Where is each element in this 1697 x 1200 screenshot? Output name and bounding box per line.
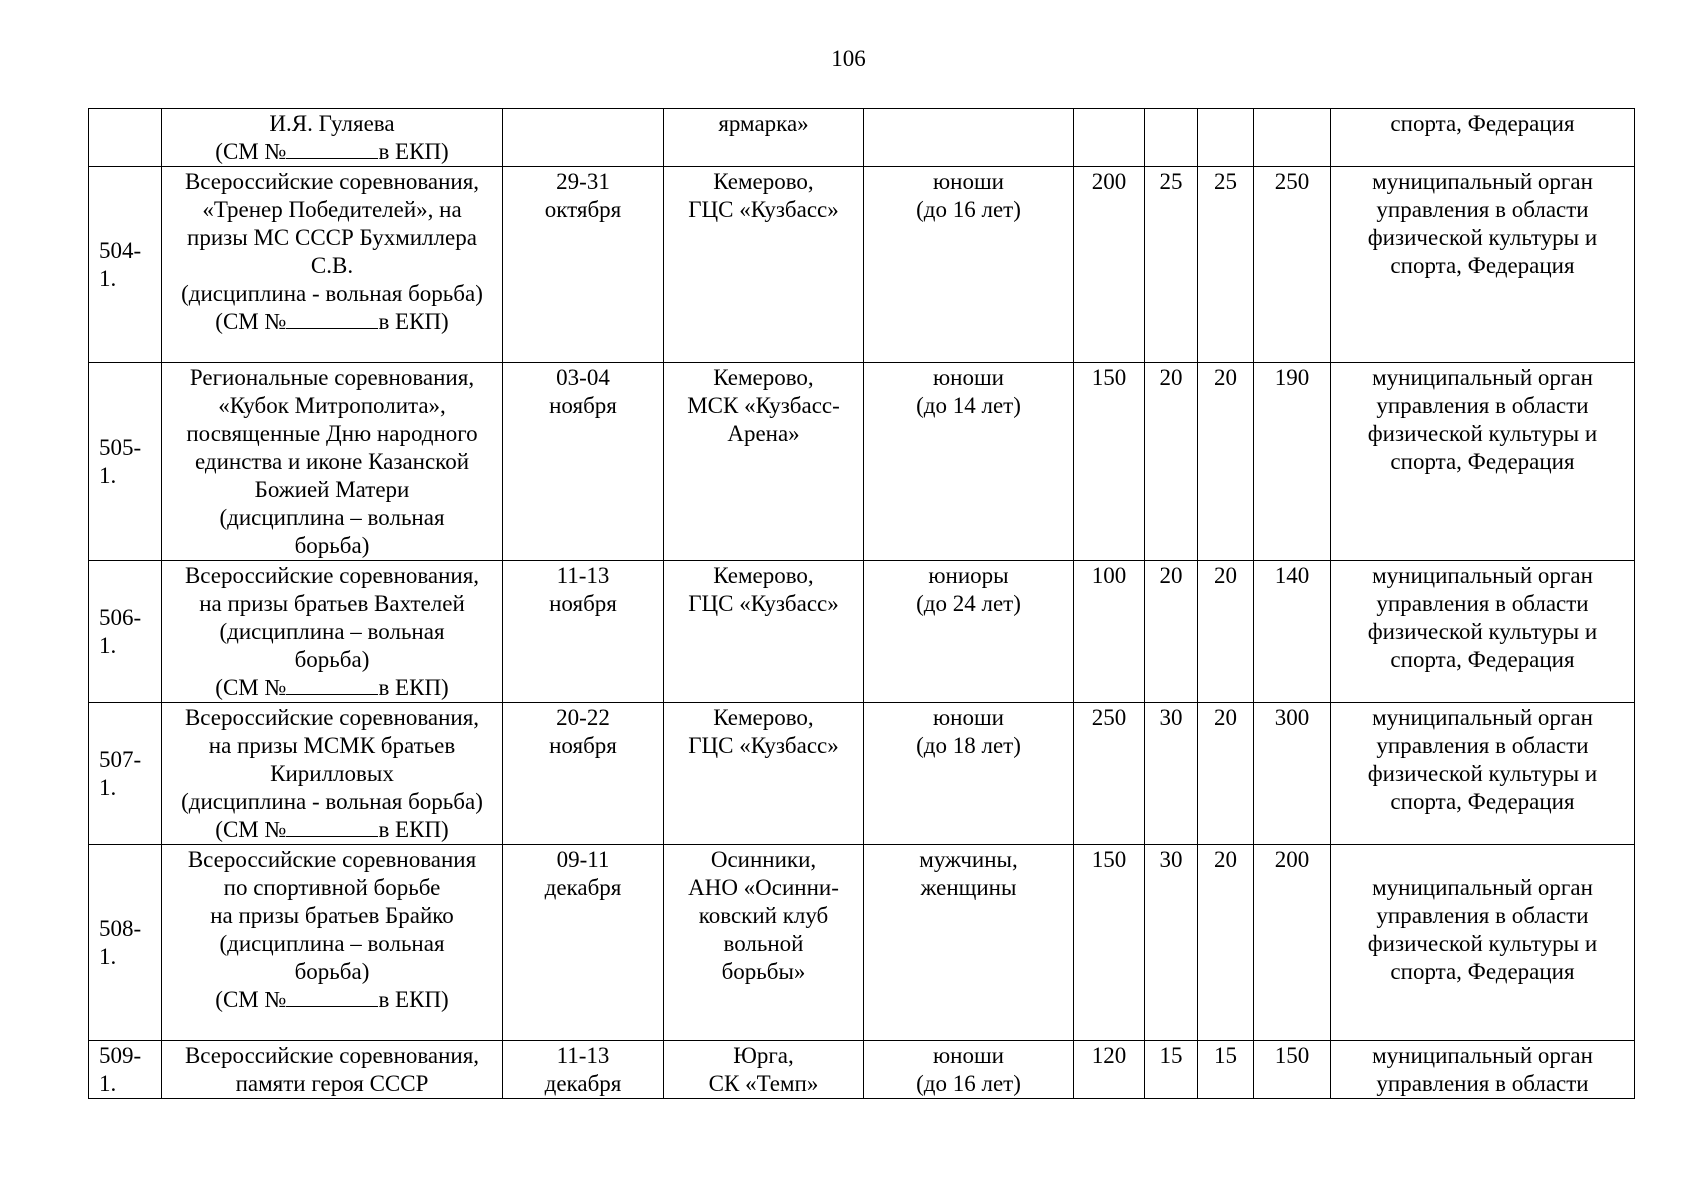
organizer-line: спорта, Федерация — [1390, 449, 1575, 474]
registry-suffix: в ЕКП) — [378, 309, 449, 334]
total-count-cell: 250 — [1254, 167, 1331, 363]
registry-number-blank — [286, 816, 378, 837]
coaches-count-cell: 25 — [1145, 167, 1198, 363]
event-name-line: по спортивной борьбе — [223, 875, 441, 900]
athletes-count-cell: 100 — [1074, 561, 1145, 703]
event-name-line: Всероссийские соревнования, — [184, 1043, 480, 1068]
event-participants-line: (до 18 лет) — [916, 733, 1021, 758]
event-number-cell — [89, 109, 162, 167]
event-dates-line: ноября — [549, 591, 617, 616]
event-number-cell: 509-1. — [89, 1041, 162, 1099]
organizer-cell — [1331, 167, 1635, 363]
event-place-line: СК «Темп» — [708, 1071, 819, 1096]
event-name-line: памяти героя СССР — [235, 1071, 429, 1096]
event-participants-line: юноши — [932, 169, 1004, 194]
event-name-line — [166, 816, 498, 844]
event-name-cell — [162, 561, 503, 703]
registry-prefix: (СМ № — [215, 139, 287, 164]
event-name-cell — [162, 167, 503, 363]
event-place-line: Кемерово, — [713, 365, 814, 390]
event-dates-line: декабря — [544, 875, 622, 900]
coaches-count-cell: 20 — [1145, 561, 1198, 703]
athletes-count-cell: 120 — [1074, 1041, 1145, 1099]
event-place-line: Арена» — [727, 421, 800, 446]
event-name-line: Всероссийские соревнования, — [184, 705, 480, 730]
organizer-line: муниципальный орган — [1372, 365, 1593, 390]
organizer-line: спорта, Федерация — [1390, 959, 1575, 984]
organizer-line: физической культуры и — [1367, 421, 1598, 446]
registry-prefix: (СМ № — [215, 817, 287, 842]
event-dates-line: 09-11 — [556, 847, 610, 872]
athletes-count-cell: 200 — [1074, 167, 1145, 363]
event-dates-line: 29-31 — [556, 169, 610, 194]
event-number-cell: 504-1. — [89, 167, 162, 363]
event-dates-line: 20-22 — [556, 705, 610, 730]
organizer-line: управления в области — [1376, 903, 1589, 928]
event-number-cell: 508-1. — [89, 845, 162, 1041]
event-name-line — [166, 674, 498, 702]
event-dates-line: декабря — [544, 1071, 622, 1096]
organizer-line: спорта, Федерация — [1390, 111, 1575, 136]
registry-number-blank — [286, 674, 378, 695]
event-name-line: (дисциплина – вольная — [219, 619, 445, 644]
event-participants-cell — [864, 167, 1074, 363]
judges-count-cell: 25 — [1198, 167, 1254, 363]
event-name-line: на призы братьев Вахтелей — [199, 591, 465, 616]
event-name-line: на призы МСМК братьев — [208, 733, 456, 758]
event-name-line — [166, 986, 498, 1014]
event-participants-line: юниоры — [928, 563, 1009, 588]
event-place-line: ярмарка» — [718, 111, 809, 136]
table-row — [89, 561, 1635, 703]
event-participants-cell — [864, 561, 1074, 703]
event-dates-line: 03-04 — [556, 365, 610, 390]
judges-count-cell — [1198, 109, 1254, 167]
event-name-line: Божией Матери — [254, 477, 410, 502]
event-name-line: (дисциплина – вольная — [219, 505, 445, 530]
registry-suffix: в ЕКП) — [378, 817, 449, 842]
organizer-line: физической культуры и — [1367, 761, 1598, 786]
organizer-cell — [1331, 845, 1635, 1041]
event-number-cell: 506-1. — [89, 561, 162, 703]
event-dates-cell — [503, 167, 664, 363]
event-place-cell — [664, 363, 864, 561]
organizer-line: управления в области — [1376, 197, 1589, 222]
organizer-line: управления в области — [1376, 393, 1589, 418]
event-place-cell — [664, 167, 864, 363]
event-name-line: борьба) — [294, 533, 370, 558]
coaches-count-cell: 20 — [1145, 363, 1198, 561]
organizer-line: физической культуры и — [1367, 931, 1598, 956]
event-place-line: вольной — [723, 931, 804, 956]
event-name-line: Региональные соревнования, — [189, 365, 475, 390]
organizer-cell — [1331, 703, 1635, 845]
event-name-cell — [162, 109, 503, 167]
events-table-body — [89, 109, 1635, 1099]
organizer-line: управления в области — [1376, 1071, 1589, 1096]
total-count-cell: 190 — [1254, 363, 1331, 561]
event-name-line: посвященные Дню народного — [186, 421, 478, 446]
event-dates-line: октября — [544, 197, 622, 222]
event-participants-line: (до 16 лет) — [916, 1071, 1021, 1096]
event-name-line: Всероссийские соревнования, — [184, 563, 480, 588]
organizer-line: муниципальный орган — [1372, 705, 1593, 730]
event-place-cell — [664, 845, 864, 1041]
event-participants-line: (до 14 лет) — [916, 393, 1021, 418]
event-name-cell — [162, 703, 503, 845]
event-place-line: Осинники, — [710, 847, 817, 872]
registry-number-blank — [286, 986, 378, 1007]
page-number: 106 — [831, 46, 866, 71]
event-place-line: ковский клуб — [698, 903, 829, 928]
event-name-line: Всероссийские соревнования — [187, 847, 477, 872]
event-dates-cell — [503, 561, 664, 703]
event-name-cell — [162, 363, 503, 561]
coaches-count-cell: 15 — [1145, 1041, 1198, 1099]
table-row — [89, 703, 1635, 845]
event-name-line: борьба) — [294, 959, 370, 984]
event-name-line — [166, 138, 498, 166]
total-count-cell: 200 — [1254, 845, 1331, 1041]
event-place-line: Кемерово, — [713, 563, 814, 588]
event-participants-cell — [864, 845, 1074, 1041]
event-name-line: призы МС СССР Бухмиллера — [187, 225, 477, 250]
organizer-line: физической культуры и — [1367, 619, 1598, 644]
organizer-cell — [1331, 363, 1635, 561]
total-count-cell: 150 — [1254, 1041, 1331, 1099]
event-participants-cell — [864, 1041, 1074, 1099]
event-participants-line: юноши — [932, 705, 1004, 730]
event-dates-cell — [503, 109, 664, 167]
event-participants-line: юноши — [932, 1043, 1004, 1068]
table-row — [89, 1041, 1635, 1099]
total-count-cell: 300 — [1254, 703, 1331, 845]
organizer-line: управления в области — [1376, 733, 1589, 758]
organizer-line: спорта, Федерация — [1390, 789, 1575, 814]
event-place-cell — [664, 561, 864, 703]
registry-suffix: в ЕКП) — [378, 675, 449, 700]
judges-count-cell: 20 — [1198, 561, 1254, 703]
event-number-cell: 507-1. — [89, 703, 162, 845]
judges-count-cell: 20 — [1198, 363, 1254, 561]
event-participants-cell — [864, 109, 1074, 167]
organizer-line: спорта, Федерация — [1390, 253, 1575, 278]
event-place-cell — [664, 703, 864, 845]
table-row — [89, 109, 1635, 167]
event-name-line: (дисциплина - вольная борьба) — [181, 789, 483, 814]
event-name-line: борьба) — [294, 647, 370, 672]
event-dates-cell — [503, 1041, 664, 1099]
organizer-line: муниципальный орган — [1372, 1043, 1593, 1068]
event-name-line: (дисциплина - вольная борьба) — [181, 281, 483, 306]
event-name-line: Кирилловых — [270, 761, 394, 786]
event-dates-line: 11-13 — [556, 1043, 610, 1068]
table-row — [89, 363, 1635, 561]
event-participants-cell — [864, 703, 1074, 845]
event-place-line: МСК «Кузбасс- — [687, 393, 840, 418]
total-count-cell — [1254, 109, 1331, 167]
event-dates-cell — [503, 703, 664, 845]
registry-prefix: (СМ № — [215, 675, 287, 700]
event-name-line: «Кубок Митрополита», — [218, 393, 446, 418]
event-place-line: ГЦС «Кузбасс» — [688, 591, 839, 616]
event-dates-line: ноября — [549, 733, 617, 758]
event-place-line: Кемерово, — [713, 169, 814, 194]
organizer-cell — [1331, 561, 1635, 703]
organizer-line: муниципальный орган — [1372, 169, 1593, 194]
event-name-line: И.Я. Гуляева — [269, 111, 395, 136]
event-name-line — [166, 308, 498, 336]
event-place-line: Юрга, — [733, 1043, 794, 1068]
event-place-line: Кемерово, — [713, 705, 814, 730]
organizer-line: управления в области — [1376, 591, 1589, 616]
judges-count-cell: 15 — [1198, 1041, 1254, 1099]
event-name-line: «Тренер Победителей», на — [202, 197, 462, 222]
event-place-line: АНО «Осинни- — [688, 875, 839, 900]
event-participants-line: (до 24 лет) — [916, 591, 1021, 616]
judges-count-cell: 20 — [1198, 703, 1254, 845]
judges-count-cell: 20 — [1198, 845, 1254, 1041]
event-place-line: ГЦС «Кузбасс» — [688, 197, 839, 222]
event-participants-line: (до 16 лет) — [916, 197, 1021, 222]
event-name-line: единства и иконе Казанской — [194, 449, 469, 474]
coaches-count-cell — [1145, 109, 1198, 167]
registry-suffix: в ЕКП) — [378, 139, 449, 164]
total-count-cell: 140 — [1254, 561, 1331, 703]
coaches-count-cell: 30 — [1145, 845, 1198, 1041]
organizer-line: спорта, Федерация — [1390, 647, 1575, 672]
event-participants-line: женщины — [920, 875, 1017, 900]
event-place-line: ГЦС «Кузбасс» — [688, 733, 839, 758]
spacer — [1335, 846, 1630, 874]
event-name-cell — [162, 845, 503, 1041]
event-place-line: борьбы» — [721, 959, 806, 984]
event-dates-line: 11-13 — [556, 563, 610, 588]
registry-number-blank — [286, 138, 378, 159]
event-place-cell — [664, 1041, 864, 1099]
registry-number-blank — [286, 308, 378, 329]
organizer-cell — [1331, 109, 1635, 167]
event-dates-line: ноября — [549, 393, 617, 418]
event-place-cell — [664, 109, 864, 167]
event-number-cell: 505-1. — [89, 363, 162, 561]
organizer-line: муниципальный орган — [1372, 563, 1593, 588]
registry-suffix: в ЕКП) — [378, 987, 449, 1012]
event-participants-line: мужчины, — [919, 847, 1018, 872]
event-participants-cell — [864, 363, 1074, 561]
coaches-count-cell: 30 — [1145, 703, 1198, 845]
athletes-count-cell: 250 — [1074, 703, 1145, 845]
event-name-line: С.В. — [310, 253, 354, 278]
athletes-count-cell — [1074, 109, 1145, 167]
event-name-line: на призы братьев Брайко — [210, 903, 454, 928]
event-name-line: Всероссийские соревнования, — [184, 169, 480, 194]
event-participants-line: юноши — [932, 365, 1004, 390]
table-row — [89, 845, 1635, 1041]
athletes-count-cell: 150 — [1074, 845, 1145, 1041]
event-name-cell — [162, 1041, 503, 1099]
organizer-cell — [1331, 1041, 1635, 1099]
athletes-count-cell: 150 — [1074, 363, 1145, 561]
registry-prefix: (СМ № — [215, 309, 287, 334]
event-dates-cell — [503, 845, 664, 1041]
event-dates-cell — [503, 363, 664, 561]
event-name-line: (дисциплина – вольная — [219, 931, 445, 956]
registry-prefix: (СМ № — [215, 987, 287, 1012]
organizer-line: физической культуры и — [1367, 225, 1598, 250]
organizer-line: муниципальный орган — [1372, 875, 1593, 900]
table-row — [89, 167, 1635, 363]
events-table — [88, 108, 1635, 1099]
